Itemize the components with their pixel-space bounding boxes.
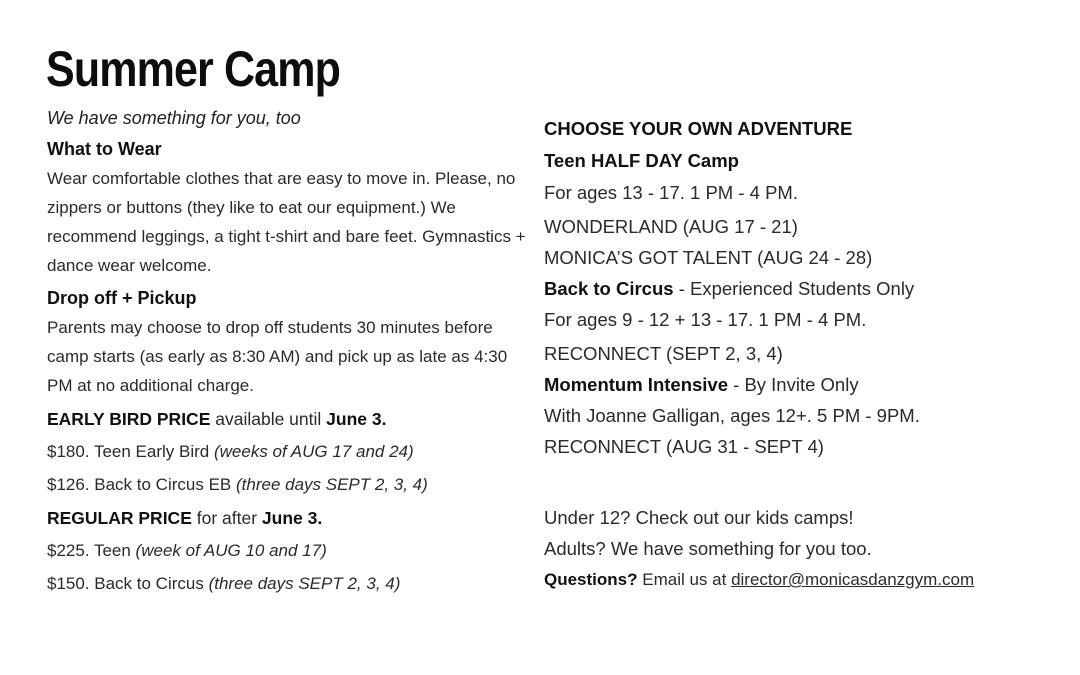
session-item: RECONNECT (AUG 31 - SEPT 4) <box>544 436 824 457</box>
what-to-wear-text: Wear comfortable clothes that are easy to move in. Please, no zippers or buttons (they like to eat our equipment.) We recommend leggings, a tight t-shirt and bare feet. Gymnastics + dance wear welcome. <box>47 169 526 275</box>
early-bird-label: EARLY BIRD PRICE <box>47 409 211 429</box>
regular-price-label: REGULAR PRICE <box>47 508 192 528</box>
teen-camp-ages: For ages 13 - 17. 1 PM - 4 PM. <box>544 182 798 203</box>
back-to-circus-heading: Back to Circus <box>544 278 679 299</box>
adults-text: Adults? We have something for you too. <box>544 538 872 559</box>
page-title: Summer Camp <box>46 41 341 97</box>
price-text: $180. Teen Early Bird <box>47 442 214 461</box>
tagline: We have something for you, too <box>47 108 301 128</box>
email-link[interactable]: director@monicasdanzgym.com <box>731 570 975 589</box>
price-note: (weeks of AUG 17 and 24) <box>213 442 414 461</box>
session-item: WONDERLAND (AUG 17 - 21) <box>544 216 798 237</box>
back-to-circus-note: - Experienced Students Only <box>678 278 915 299</box>
session-item: RECONNECT (SEPT 2, 3, 4) <box>544 343 783 364</box>
spacer <box>544 466 1054 506</box>
momentum-heading: Momentum Intensive <box>544 374 728 395</box>
regular-price-date: June 3. <box>261 508 323 528</box>
dropoff-text: Parents may choose to drop off students 30 minutes before camp starts (as early as 8:30 AM) and pick up as late as 4:30 PM at no additional charge. <box>47 318 508 395</box>
regular-price-mid: for after <box>191 508 262 528</box>
price-text: $150. Back to Circus <box>47 574 209 593</box>
price-line <box>47 441 537 463</box>
price-note: (three days SEPT 2, 3, 4) <box>235 475 428 494</box>
early-bird-header <box>47 408 537 430</box>
price-note: (week of AUG 10 and 17) <box>135 541 327 560</box>
price-text: $225. Teen <box>47 541 136 560</box>
momentum-ages: With Joanne Galligan, ages 12+. 5 PM - 9PM. <box>544 405 920 426</box>
regular-price-header <box>47 507 537 529</box>
questions-label: Questions? <box>544 570 638 589</box>
early-bird-date: June 3. <box>326 409 387 429</box>
what-to-wear-heading: What to Wear <box>47 139 162 159</box>
price-line <box>47 540 537 562</box>
price-text: $126. Back to Circus EB <box>47 475 236 494</box>
dropoff-heading: Drop off + Pickup <box>47 288 197 308</box>
price-line <box>47 474 537 496</box>
price-line <box>47 573 537 595</box>
left-column <box>47 108 537 606</box>
questions-line <box>544 568 1054 592</box>
session-item: MONICA’S GOT TALENT (AUG 24 - 28) <box>544 247 873 268</box>
right-column <box>544 117 1054 599</box>
teen-camp-heading: Teen HALF DAY Camp <box>544 150 739 171</box>
adventure-heading: CHOOSE YOUR OWN ADVENTURE <box>544 118 853 139</box>
momentum-note: - By Invite Only <box>728 374 859 395</box>
back-to-circus-ages: For ages 9 - 12 + 13 - 17. 1 PM - 4 PM. <box>544 309 867 330</box>
momentum-line <box>544 373 1054 397</box>
back-to-circus-line <box>544 277 1054 301</box>
questions-text: Email us at <box>637 570 732 589</box>
price-note: (three days SEPT 2, 3, 4) <box>208 574 401 593</box>
kids-camps-text: Under 12? Check out our kids camps! <box>544 507 854 528</box>
early-bird-mid: available until <box>210 409 327 429</box>
